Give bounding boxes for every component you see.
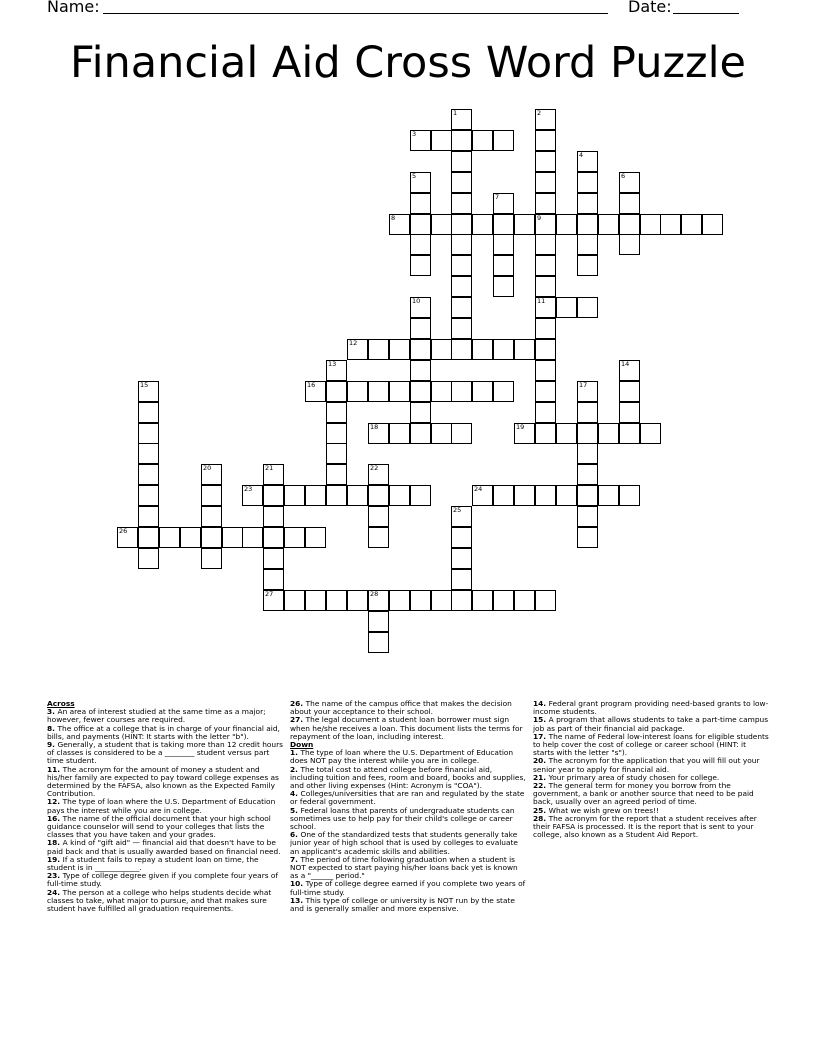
grid-cell[interactable] xyxy=(138,381,159,402)
clue-number: 27 xyxy=(265,590,274,598)
grid-cell[interactable] xyxy=(535,193,556,214)
grid-cell[interactable] xyxy=(347,381,368,402)
grid-cell[interactable] xyxy=(535,151,556,172)
grid-cell[interactable] xyxy=(451,234,472,255)
grid-cell[interactable] xyxy=(138,443,159,464)
grid-cell[interactable] xyxy=(263,506,284,527)
grid-cell[interactable] xyxy=(514,485,535,506)
grid-cell[interactable] xyxy=(138,464,159,485)
across-clue: 19. If a student fails to repay a student loan on time, the student is in ____________. xyxy=(47,854,259,873)
across-clue: 9. Generally, a student that is taking more than 12 credit hours of classes is considered to be a ________ student versus part time student. xyxy=(47,740,284,766)
grid-cell[interactable] xyxy=(201,527,222,548)
across-clue: 26. The name of the campus office that makes the decision about your acceptance to their school. xyxy=(290,699,512,717)
across-heading: Across xyxy=(47,699,75,708)
grid-cell[interactable] xyxy=(326,485,347,506)
grid-cell[interactable] xyxy=(493,255,514,276)
down-clue: 25. What we wish grew on trees!! xyxy=(533,805,660,815)
down-clue: 5. Federal loans that parents of undergraduate students can sometimes use to help pay for their child's college or career school. xyxy=(290,805,515,832)
down-clue: 2. The total cost to attend college before financial aid, including tuition and fees, room and board, books and supplies, and other living expenses (Hint: Acronym is "COA"). xyxy=(290,764,526,791)
down-clue: 10. Type of college degree earned if you complete two years of full-time study. xyxy=(290,879,526,897)
grid-cell[interactable] xyxy=(138,402,159,423)
grid-cell[interactable] xyxy=(619,360,640,381)
grid-cell[interactable] xyxy=(514,214,535,235)
grid-cell[interactable] xyxy=(535,276,556,297)
grid-cell[interactable] xyxy=(180,527,201,548)
grid-cell[interactable] xyxy=(493,485,514,506)
grid-cell[interactable] xyxy=(159,527,180,548)
grid-cell[interactable] xyxy=(263,590,284,611)
grid-cell[interactable] xyxy=(242,527,263,548)
grid-cell[interactable] xyxy=(389,381,410,402)
grid-cell[interactable] xyxy=(577,464,598,485)
grid-cell[interactable] xyxy=(431,423,452,444)
grid-cell[interactable] xyxy=(577,402,598,423)
grid-cell[interactable] xyxy=(326,402,347,423)
clue-number: 19 xyxy=(516,423,525,431)
name-label: Name: xyxy=(47,0,100,16)
grid-cell[interactable] xyxy=(326,443,347,464)
grid-cell[interactable] xyxy=(410,214,431,235)
grid-cell[interactable] xyxy=(222,527,243,548)
grid-cell[interactable] xyxy=(347,339,368,360)
grid-cell[interactable] xyxy=(577,151,598,172)
clue-number: 3 xyxy=(412,130,417,138)
down-heading: Down xyxy=(290,740,314,750)
grid-cell[interactable] xyxy=(368,464,389,485)
grid-cell[interactable] xyxy=(410,381,431,402)
clue-number: 9 xyxy=(537,214,542,222)
grid-cell[interactable] xyxy=(431,590,452,611)
grid-cell[interactable] xyxy=(326,360,347,381)
down-clue: 28. The acronym for the report that a student receives after their FAFSA is processed. It is the report that is sent to your college, also known as a Student Aid Report. xyxy=(533,813,757,840)
grid-cell[interactable] xyxy=(619,234,640,255)
clue-number: 4 xyxy=(579,151,584,159)
grid-cell[interactable] xyxy=(431,339,452,360)
grid-cell[interactable] xyxy=(451,255,472,276)
clue-number: 20 xyxy=(203,464,212,472)
grid-cell[interactable] xyxy=(577,423,598,444)
grid-cell[interactable] xyxy=(263,527,284,548)
clue-number: 8 xyxy=(391,214,396,222)
grid-cell[interactable] xyxy=(472,214,493,235)
date-label: Date: xyxy=(628,0,672,16)
grid-cell[interactable] xyxy=(326,464,347,485)
grid-cell[interactable] xyxy=(535,255,556,276)
grid-cell[interactable] xyxy=(368,381,389,402)
grid-cell[interactable] xyxy=(577,297,598,318)
grid-cell[interactable] xyxy=(368,423,389,444)
grid-cell[interactable] xyxy=(410,485,431,506)
grid-cell[interactable] xyxy=(284,590,305,611)
grid-cell[interactable] xyxy=(326,423,347,444)
grid-cell[interactable] xyxy=(431,381,452,402)
down-clue: 1. The type of loan where the U.S. Department of Education does NOT pay the interest while you are in college. xyxy=(290,748,514,766)
across-clue: 3. An area of interest studied at the same time as a major; however, fewer courses are required. xyxy=(47,707,266,725)
grid-cell[interactable] xyxy=(451,339,472,360)
grid-cell[interactable] xyxy=(640,214,661,235)
down-clue: 20. The acronym for the application that you will fill out your senior year to apply for financial aid. xyxy=(533,756,760,774)
clue-number: 24 xyxy=(474,485,483,493)
grid-cell[interactable] xyxy=(347,485,368,506)
grid-cell[interactable] xyxy=(535,318,556,339)
grid-cell[interactable] xyxy=(368,527,389,548)
grid-cell[interactable] xyxy=(410,130,431,151)
grid-cell[interactable] xyxy=(410,193,431,214)
grid-cell[interactable] xyxy=(410,590,431,611)
grid-cell[interactable] xyxy=(660,214,681,235)
clues-column-3 xyxy=(533,700,769,839)
down-clue: 17. The name of Federal low-interest loans for eligible students to help cover the cost of college or career school (HINT: it starts with the letter "s"). xyxy=(533,731,769,758)
grid-cell[interactable] xyxy=(117,527,138,548)
across-clue: 16. The name of the official document that your high school guidance counselor will send to your colleges that lists the classes that you have taken and your grades. xyxy=(47,813,271,840)
grid-cell[interactable] xyxy=(389,339,410,360)
clue-number: 10 xyxy=(412,297,421,305)
grid-cell[interactable] xyxy=(410,318,431,339)
grid-cell[interactable] xyxy=(368,590,389,611)
across-clue: 23. Type of college degree given if you complete four years of full-time study. xyxy=(47,871,279,889)
down-clue: 22. The general term for money you borrow from the government, a bank or another source that need to be paid back, usually over an agreed period of time. xyxy=(533,781,754,807)
grid-cell[interactable] xyxy=(451,193,472,214)
grid-cell[interactable] xyxy=(619,402,640,423)
clue-number: 5 xyxy=(412,172,417,180)
grid-cell[interactable] xyxy=(577,443,598,464)
grid-cell[interactable] xyxy=(577,234,598,255)
clue-number: 1 xyxy=(453,109,458,117)
grid-cell[interactable] xyxy=(368,506,389,527)
grid-cell[interactable] xyxy=(493,276,514,297)
grid-cell[interactable] xyxy=(305,590,326,611)
clue-number: 12 xyxy=(349,339,358,347)
grid-cell[interactable] xyxy=(263,464,284,485)
grid-cell[interactable] xyxy=(493,590,514,611)
grid-cell[interactable] xyxy=(577,485,598,506)
grid-cell[interactable] xyxy=(451,590,472,611)
grid-cell[interactable] xyxy=(535,297,556,318)
grid-cell[interactable] xyxy=(577,527,598,548)
grid-cell[interactable] xyxy=(201,548,222,569)
across-clue: 18. A kind of "gift aid" — financial aid that doesn't have to be paid back and that is usually awarded based on financial need. xyxy=(47,838,281,856)
grid-cell[interactable] xyxy=(619,193,640,214)
grid-cell[interactable] xyxy=(640,423,661,444)
grid-cell[interactable] xyxy=(451,172,472,193)
grid-cell[interactable] xyxy=(410,255,431,276)
grid-cell[interactable] xyxy=(410,360,431,381)
puzzle-title: Financial Aid Cross Word Puzzle xyxy=(70,38,746,88)
grid-cell[interactable] xyxy=(138,548,159,569)
grid-cell[interactable] xyxy=(493,130,514,151)
clue-number: 21 xyxy=(265,464,274,472)
clue-number: 2 xyxy=(537,109,542,117)
grid-cell[interactable] xyxy=(556,297,577,318)
grid-cell[interactable] xyxy=(535,402,556,423)
down-clue: 7. The period of time following graduation when a student is NOT expected to start paying his/her loans back yet is known as a "______ period." xyxy=(290,854,518,881)
clue-number: 18 xyxy=(370,423,379,431)
grid-cell[interactable] xyxy=(410,172,431,193)
grid-cell[interactable] xyxy=(493,193,514,214)
down-clue: 13. This type of college or university is NOT run by the state and is generally smaller and more expensive. xyxy=(290,895,515,914)
grid-cell[interactable] xyxy=(535,339,556,360)
grid-cell[interactable] xyxy=(472,339,493,360)
grid-cell[interactable] xyxy=(535,423,556,444)
grid-cell[interactable] xyxy=(556,423,577,444)
grid-cell[interactable] xyxy=(263,548,284,569)
grid-cell[interactable] xyxy=(514,423,535,444)
grid-cell[interactable] xyxy=(598,423,619,444)
clue-number: 25 xyxy=(453,506,462,514)
grid-cell[interactable] xyxy=(263,569,284,590)
clue-number: 14 xyxy=(621,360,630,368)
down-clue: 21. Your primary area of study chosen for college. xyxy=(533,772,720,782)
grid-cell[interactable] xyxy=(368,632,389,653)
grid-cell[interactable] xyxy=(451,527,472,548)
grid-cell[interactable] xyxy=(535,590,556,611)
clue-number: 15 xyxy=(140,381,149,389)
grid-cell[interactable] xyxy=(431,214,452,235)
grid-cell[interactable] xyxy=(472,130,493,151)
clue-number: 22 xyxy=(370,464,379,472)
clue-number: 28 xyxy=(370,590,379,598)
grid-cell[interactable] xyxy=(493,381,514,402)
grid-cell[interactable] xyxy=(577,214,598,235)
grid-cell[interactable] xyxy=(493,234,514,255)
grid-cell[interactable] xyxy=(305,527,326,548)
down-clue: 4. Colleges/universities that are ran and regulated by the state or federal government. xyxy=(290,789,525,807)
grid-cell[interactable] xyxy=(451,151,472,172)
grid-cell[interactable] xyxy=(451,297,472,318)
grid-cell[interactable] xyxy=(535,109,556,130)
grid-cell[interactable] xyxy=(451,130,472,151)
across-clue: 27. The legal document a student loan borrower must sign when he/she receives a loan. This document lists the terms for repayment of the loan, including interest. xyxy=(290,715,523,741)
grid-cell[interactable] xyxy=(619,381,640,402)
grid-cell[interactable] xyxy=(389,485,410,506)
grid-cell[interactable] xyxy=(201,464,222,485)
grid-cell[interactable] xyxy=(347,590,368,611)
clue-number: 13 xyxy=(328,360,337,368)
clues-column-1 xyxy=(47,700,283,913)
grid-cell[interactable] xyxy=(535,172,556,193)
grid-cell[interactable] xyxy=(472,590,493,611)
grid-cell[interactable] xyxy=(619,214,640,235)
grid-cell[interactable] xyxy=(535,360,556,381)
grid-cell[interactable] xyxy=(305,485,326,506)
grid-cell[interactable] xyxy=(619,172,640,193)
grid-cell[interactable] xyxy=(368,485,389,506)
grid-cell[interactable] xyxy=(410,423,431,444)
grid-cell[interactable] xyxy=(577,172,598,193)
grid-cell[interactable] xyxy=(451,276,472,297)
grid-cell[interactable] xyxy=(577,255,598,276)
grid-cell[interactable] xyxy=(410,234,431,255)
grid-cell[interactable] xyxy=(619,423,640,444)
grid-cell[interactable] xyxy=(305,381,326,402)
grid-cell[interactable] xyxy=(681,214,702,235)
grid-cell[interactable] xyxy=(368,611,389,632)
grid-cell[interactable] xyxy=(514,339,535,360)
grid-cell[interactable] xyxy=(598,214,619,235)
grid-cell[interactable] xyxy=(451,109,472,130)
grid-cell[interactable] xyxy=(451,318,472,339)
down-clue: 6. One of the standardized tests that students generally take junior year of high school that is used by colleges to evaluate an applicant's academic skills and abilities. xyxy=(290,830,518,856)
grid-cell[interactable] xyxy=(326,381,347,402)
across-clue: 12. The type of loan where the U.S. Department of Education pays the interest while you are in college. xyxy=(47,797,276,815)
grid-cell[interactable] xyxy=(451,381,472,402)
grid-cell[interactable] xyxy=(535,234,556,255)
grid-cell[interactable] xyxy=(263,485,284,506)
clue-number: 17 xyxy=(579,381,588,389)
grid-cell[interactable] xyxy=(389,423,410,444)
grid-cell[interactable] xyxy=(535,130,556,151)
down-clue: 14. Federal grant program providing need-based grants to low-income students. xyxy=(533,699,769,717)
grid-cell[interactable] xyxy=(598,485,619,506)
grid-cell[interactable] xyxy=(577,381,598,402)
grid-cell[interactable] xyxy=(451,214,472,235)
grid-cell[interactable] xyxy=(556,485,577,506)
across-clue: 24. The person at a college who helps students decide what classes to take, what major to pursue, and that makes sure student have fulfilled all graduation requirements. xyxy=(47,887,272,914)
grid-cell[interactable] xyxy=(493,339,514,360)
clue-number: 7 xyxy=(495,193,500,201)
grid-cell[interactable] xyxy=(389,590,410,611)
grid-cell[interactable] xyxy=(138,527,159,548)
grid-cell[interactable] xyxy=(451,548,472,569)
grid-cell[interactable] xyxy=(535,485,556,506)
grid-cell[interactable] xyxy=(577,506,598,527)
across-clue: 11. The acronym for the amount of money a student and his/her family are expected to pay toward college expenses as determined by the FAFSA, also known as the Expected Family Contribution. xyxy=(47,764,279,799)
grid-cell[interactable] xyxy=(577,193,598,214)
down-clue: 15. A program that allows students to take a part-time campus job as part of their financial aid package. xyxy=(533,715,769,733)
grid-cell[interactable] xyxy=(451,506,472,527)
grid-cell[interactable] xyxy=(493,214,514,235)
across-clue: 8. The office at a college that is in charge of your financial aid, bills, and payments (HINT: It starts with the letter "b"). xyxy=(47,723,280,741)
grid-cell[interactable] xyxy=(284,527,305,548)
grid-cell[interactable] xyxy=(410,402,431,423)
grid-cell[interactable] xyxy=(431,130,452,151)
grid-cell[interactable] xyxy=(619,485,640,506)
grid-cell[interactable] xyxy=(702,214,723,235)
grid-cell[interactable] xyxy=(201,485,222,506)
clue-number: 6 xyxy=(621,172,626,180)
grid-cell[interactable] xyxy=(410,339,431,360)
clue-number: 16 xyxy=(307,381,316,389)
grid-cell[interactable] xyxy=(389,214,410,235)
grid-cell[interactable] xyxy=(326,590,347,611)
grid-cell[interactable] xyxy=(242,485,263,506)
grid-cell[interactable] xyxy=(201,506,222,527)
grid-cell[interactable] xyxy=(410,297,431,318)
grid-cell[interactable] xyxy=(138,423,159,444)
grid-cell[interactable] xyxy=(451,423,472,444)
grid-cell[interactable] xyxy=(535,214,556,235)
grid-cell[interactable] xyxy=(472,381,493,402)
clue-number: 23 xyxy=(244,485,253,493)
grid-cell[interactable] xyxy=(556,214,577,235)
grid-cell[interactable] xyxy=(535,381,556,402)
clue-number: 11 xyxy=(537,297,546,305)
clues-column-2 xyxy=(290,700,526,913)
grid-cell[interactable] xyxy=(472,485,493,506)
grid-cell[interactable] xyxy=(451,569,472,590)
grid-cell[interactable] xyxy=(368,339,389,360)
grid-cell[interactable] xyxy=(138,506,159,527)
grid-cell[interactable] xyxy=(284,485,305,506)
clue-number: 26 xyxy=(119,527,128,535)
grid-cell[interactable] xyxy=(138,485,159,506)
grid-cell[interactable] xyxy=(514,590,535,611)
